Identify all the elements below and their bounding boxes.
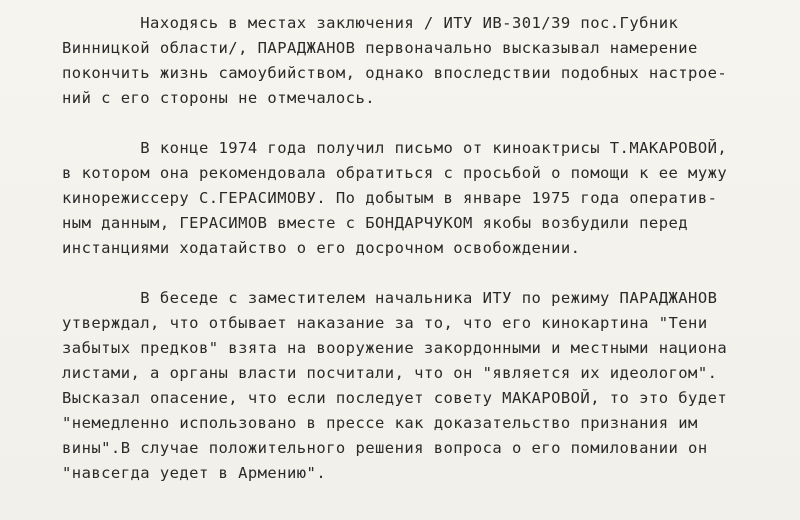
text-line: утверждал, что отбывает наказание за то, что его кинокартина "Тени [62, 314, 708, 332]
text-line: покончить жизнь самоубийством, однако впоследствии подобных настрое- [62, 64, 728, 82]
text-line: "навсегда уедет в Армению". [62, 464, 327, 482]
text-line: ным данным, ГЕРАСИМОВ вместе с БОНДАРЧУКОМ якобы возбудили перед [62, 214, 689, 232]
text-line: в котором она рекомендовала обратиться с просьбой о помощи к ее мужу [62, 164, 728, 182]
text-line: ний с его стороны не отмечалось. [62, 89, 376, 107]
text-line: инстанциями ходатайство о его досрочном освобождении. [62, 239, 581, 257]
text-line: В беседе с заместителем начальника ИТУ по режиму ПАРАДЖАНОВ [62, 289, 718, 307]
text-line: кинорежиссеру С.ГЕРАСИМОВУ. По добытым в январе 1975 года оператив- [62, 189, 718, 207]
text-line: вины".В случае положительного решения вопроса о его помиловании он [62, 439, 708, 457]
text-line: "немедленно использовано в прессе как доказательство признания им [62, 414, 698, 432]
text-line: Находясь в местах заключения / ИТУ ИВ-301/39 пос.Губник [62, 14, 679, 32]
text-line: листами, а органы власти посчитали, что он "является их идеологом". [62, 364, 718, 382]
text-line: Винницкой области/, ПАРАДЖАНОВ первоначально высказывал намерение [62, 39, 698, 57]
text-line: забытых предков" взята на вооружение закордонными и местными национа [62, 339, 728, 357]
text-line: Высказал опасение, что если последует совету МАКАРОВОЙ, то это будет [62, 389, 728, 407]
text-line: В конце 1974 года получил письмо от киноактрисы Т.МАКАРОВОЙ, [62, 139, 728, 157]
